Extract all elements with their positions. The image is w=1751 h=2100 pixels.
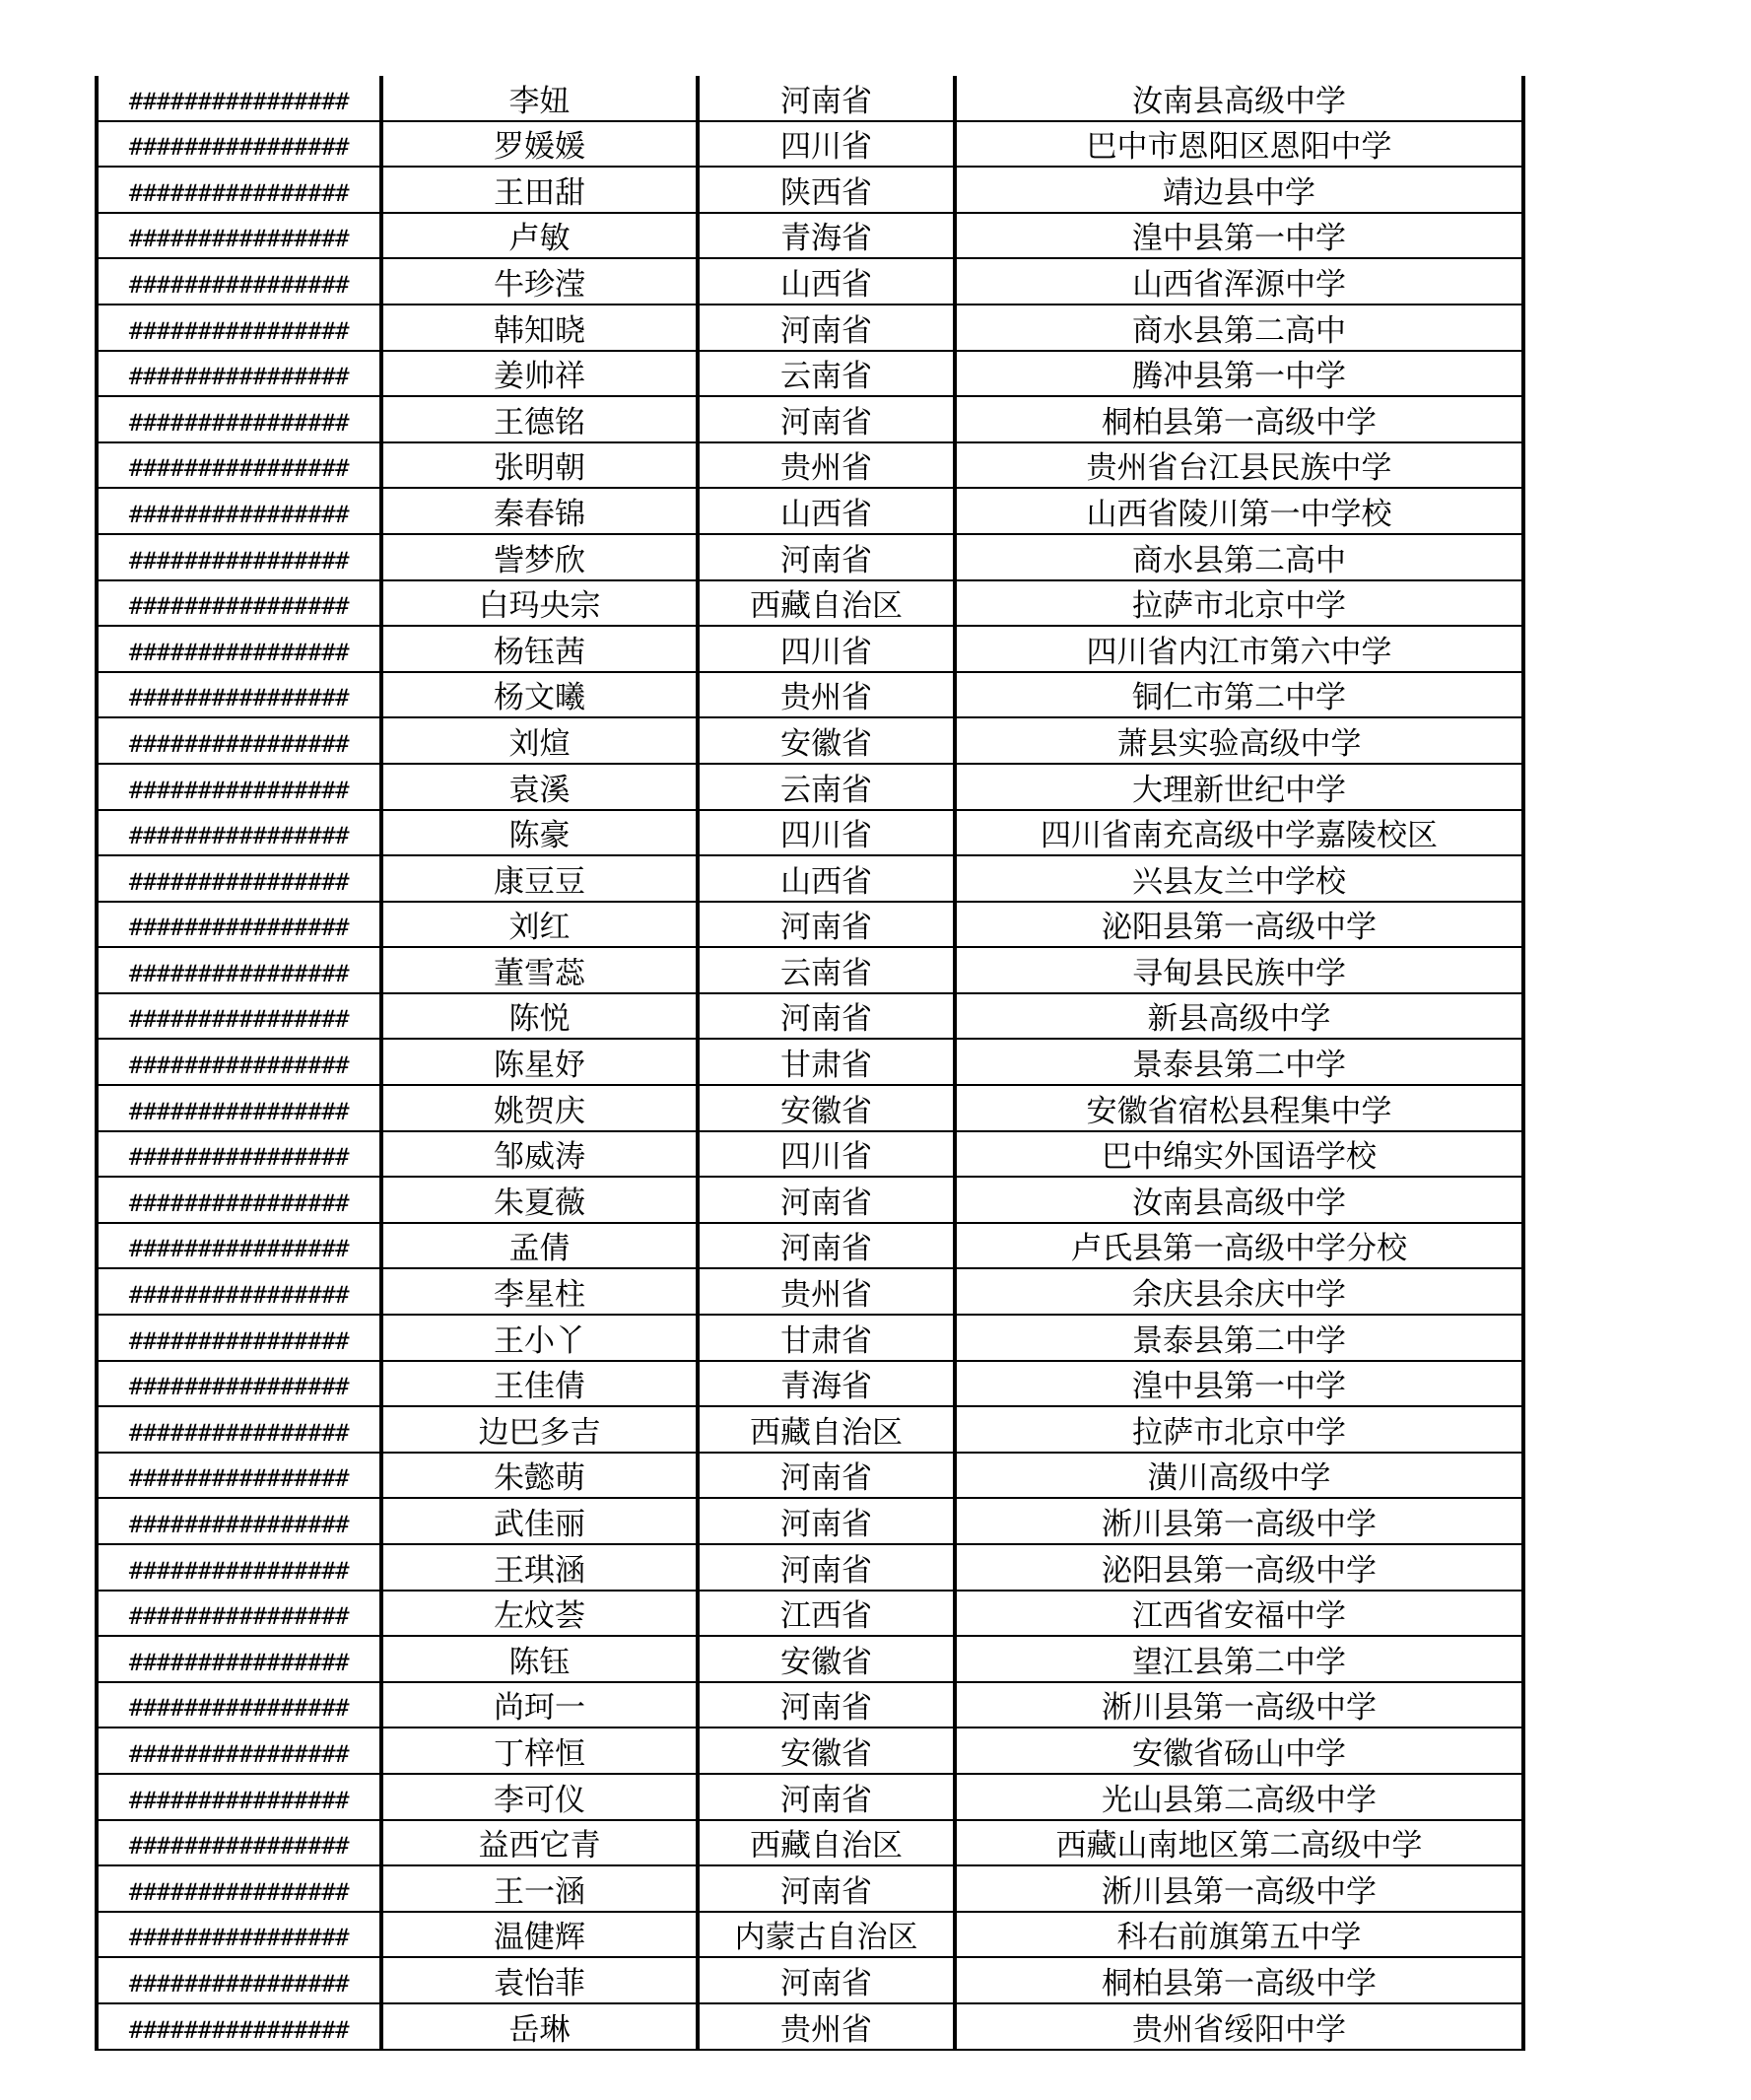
id-cell: ################ bbox=[97, 1085, 381, 1131]
table-row bbox=[97, 76, 1523, 121]
table-row bbox=[97, 810, 1523, 856]
name-cell: 孟倩 bbox=[381, 1223, 698, 1269]
table-row bbox=[97, 1727, 1523, 1774]
id-cell: ################ bbox=[97, 1682, 381, 1728]
table-row bbox=[97, 717, 1523, 764]
school-cell: 贵州省台江县民族中学 bbox=[955, 442, 1523, 489]
province-cell: 河南省 bbox=[698, 305, 955, 351]
name-cell: 董雪蕊 bbox=[381, 947, 698, 993]
school-cell: 湟中县第一中学 bbox=[955, 213, 1523, 259]
province-cell: 西藏自治区 bbox=[698, 1406, 955, 1453]
name-cell: 袁怡菲 bbox=[381, 1957, 698, 2003]
id-cell: ################ bbox=[97, 1406, 381, 1453]
province-cell: 河南省 bbox=[698, 1498, 955, 1544]
id-cell: ################ bbox=[97, 76, 381, 121]
school-cell: 四川省内江市第六中学 bbox=[955, 626, 1523, 672]
table-row bbox=[97, 1039, 1523, 1085]
name-cell: 杨钰茜 bbox=[381, 626, 698, 672]
id-cell: ################ bbox=[97, 305, 381, 351]
name-cell: 卢敏 bbox=[381, 213, 698, 259]
id-cell: ################ bbox=[97, 1636, 381, 1682]
province-cell: 贵州省 bbox=[698, 672, 955, 718]
province-cell: 河南省 bbox=[698, 1865, 955, 1912]
school-cell: 商水县第二高中 bbox=[955, 305, 1523, 351]
table-row bbox=[97, 213, 1523, 259]
name-cell: 岳琳 bbox=[381, 2003, 698, 2050]
province-cell: 青海省 bbox=[698, 213, 955, 259]
school-cell: 四川省南充高级中学嘉陵校区 bbox=[955, 810, 1523, 856]
province-cell: 江西省 bbox=[698, 1591, 955, 1637]
id-cell: ################ bbox=[97, 672, 381, 718]
id-cell: ################ bbox=[97, 626, 381, 672]
name-cell: 陈星妤 bbox=[381, 1039, 698, 1085]
province-cell: 内蒙古自治区 bbox=[698, 1912, 955, 1958]
province-cell: 陕西省 bbox=[698, 167, 955, 213]
school-cell: 靖边县中学 bbox=[955, 167, 1523, 213]
province-cell: 西藏自治区 bbox=[698, 580, 955, 627]
school-cell: 桐柏县第一高级中学 bbox=[955, 396, 1523, 442]
id-cell: ################ bbox=[97, 717, 381, 764]
name-cell: 陈钰 bbox=[381, 1636, 698, 1682]
name-cell: 王一涵 bbox=[381, 1865, 698, 1912]
table-row bbox=[97, 1498, 1523, 1544]
school-cell: 余庆县余庆中学 bbox=[955, 1268, 1523, 1315]
province-cell: 甘肃省 bbox=[698, 1039, 955, 1085]
name-cell: 袁溪 bbox=[381, 764, 698, 810]
table-row bbox=[97, 1912, 1523, 1958]
school-cell: 山西省陵川第一中学校 bbox=[955, 488, 1523, 534]
province-cell: 河南省 bbox=[698, 1177, 955, 1223]
id-cell: ################ bbox=[97, 1591, 381, 1637]
id-cell: ################ bbox=[97, 1361, 381, 1407]
school-cell: 光山县第二高级中学 bbox=[955, 1774, 1523, 1820]
name-cell: 王佳倩 bbox=[381, 1361, 698, 1407]
table-row bbox=[97, 1406, 1523, 1453]
id-cell: ################ bbox=[97, 1498, 381, 1544]
school-cell: 商水县第二高中 bbox=[955, 534, 1523, 580]
table-row bbox=[97, 1453, 1523, 1499]
table-row bbox=[97, 764, 1523, 810]
id-cell: ################ bbox=[97, 1912, 381, 1958]
school-cell: 西藏山南地区第二高级中学 bbox=[955, 1820, 1523, 1866]
province-cell: 四川省 bbox=[698, 810, 955, 856]
province-cell: 河南省 bbox=[698, 1682, 955, 1728]
school-cell: 泌阳县第一高级中学 bbox=[955, 1544, 1523, 1591]
id-cell: ################ bbox=[97, 351, 381, 397]
province-cell: 山西省 bbox=[698, 258, 955, 305]
school-cell: 安徽省宿松县程集中学 bbox=[955, 1085, 1523, 1131]
province-cell: 云南省 bbox=[698, 764, 955, 810]
table-row bbox=[97, 1315, 1523, 1361]
province-cell: 青海省 bbox=[698, 1361, 955, 1407]
school-cell: 大理新世纪中学 bbox=[955, 764, 1523, 810]
province-cell: 四川省 bbox=[698, 1131, 955, 1178]
name-cell: 武佳丽 bbox=[381, 1498, 698, 1544]
student-table bbox=[95, 76, 1525, 2051]
school-cell: 淅川县第一高级中学 bbox=[955, 1865, 1523, 1912]
table-row bbox=[97, 1361, 1523, 1407]
id-cell: ################ bbox=[97, 488, 381, 534]
id-cell: ################ bbox=[97, 1177, 381, 1223]
school-cell: 湟中县第一中学 bbox=[955, 1361, 1523, 1407]
table-row bbox=[97, 1865, 1523, 1912]
name-cell: 尚珂一 bbox=[381, 1682, 698, 1728]
name-cell: 邹威涛 bbox=[381, 1131, 698, 1178]
school-cell: 景泰县第二中学 bbox=[955, 1039, 1523, 1085]
table-row bbox=[97, 488, 1523, 534]
table-row bbox=[97, 121, 1523, 168]
id-cell: ################ bbox=[97, 534, 381, 580]
table-row bbox=[97, 534, 1523, 580]
school-cell: 江西省安福中学 bbox=[955, 1591, 1523, 1637]
name-cell: 李星柱 bbox=[381, 1268, 698, 1315]
table-row bbox=[97, 351, 1523, 397]
table-row bbox=[97, 855, 1523, 902]
id-cell: ################ bbox=[97, 396, 381, 442]
school-cell: 山西省浑源中学 bbox=[955, 258, 1523, 305]
school-cell: 巴中市恩阳区恩阳中学 bbox=[955, 121, 1523, 168]
id-cell: ################ bbox=[97, 1453, 381, 1499]
id-cell: ################ bbox=[97, 1315, 381, 1361]
table-row bbox=[97, 1957, 1523, 2003]
id-cell: ################ bbox=[97, 1268, 381, 1315]
province-cell: 安徽省 bbox=[698, 1727, 955, 1774]
table-row bbox=[97, 1085, 1523, 1131]
name-cell: 訾梦欣 bbox=[381, 534, 698, 580]
id-cell: ################ bbox=[97, 2003, 381, 2050]
school-cell: 安徽省砀山中学 bbox=[955, 1727, 1523, 1774]
province-cell: 河南省 bbox=[698, 1453, 955, 1499]
school-cell: 淅川县第一高级中学 bbox=[955, 1498, 1523, 1544]
name-cell: 王小丫 bbox=[381, 1315, 698, 1361]
province-cell: 河南省 bbox=[698, 396, 955, 442]
province-cell: 西藏自治区 bbox=[698, 1820, 955, 1866]
school-cell: 拉萨市北京中学 bbox=[955, 1406, 1523, 1453]
table-row bbox=[97, 672, 1523, 718]
name-cell: 刘煊 bbox=[381, 717, 698, 764]
name-cell: 秦春锦 bbox=[381, 488, 698, 534]
province-cell: 河南省 bbox=[698, 1957, 955, 2003]
province-cell: 贵州省 bbox=[698, 1268, 955, 1315]
name-cell: 康豆豆 bbox=[381, 855, 698, 902]
school-cell: 潢川高级中学 bbox=[955, 1453, 1523, 1499]
id-cell: ################ bbox=[97, 580, 381, 627]
province-cell: 安徽省 bbox=[698, 1636, 955, 1682]
province-cell: 山西省 bbox=[698, 855, 955, 902]
id-cell: ################ bbox=[97, 993, 381, 1040]
name-cell: 韩知晓 bbox=[381, 305, 698, 351]
name-cell: 牛珍滢 bbox=[381, 258, 698, 305]
id-cell: ################ bbox=[97, 1727, 381, 1774]
province-cell: 甘肃省 bbox=[698, 1315, 955, 1361]
id-cell: ################ bbox=[97, 855, 381, 902]
province-cell: 河南省 bbox=[698, 534, 955, 580]
name-cell: 姚贺庆 bbox=[381, 1085, 698, 1131]
province-cell: 河南省 bbox=[698, 1223, 955, 1269]
province-cell: 云南省 bbox=[698, 947, 955, 993]
province-cell: 安徽省 bbox=[698, 717, 955, 764]
id-cell: ################ bbox=[97, 902, 381, 948]
school-cell: 科右前旗第五中学 bbox=[955, 1912, 1523, 1958]
table-row bbox=[97, 1682, 1523, 1728]
id-cell: ################ bbox=[97, 810, 381, 856]
name-cell: 杨文曦 bbox=[381, 672, 698, 718]
table-row bbox=[97, 258, 1523, 305]
id-cell: ################ bbox=[97, 121, 381, 168]
id-cell: ################ bbox=[97, 1957, 381, 2003]
school-cell: 泌阳县第一高级中学 bbox=[955, 902, 1523, 948]
school-cell: 贵州省绥阳中学 bbox=[955, 2003, 1523, 2050]
table-row bbox=[97, 2003, 1523, 2050]
table-row bbox=[97, 167, 1523, 213]
name-cell: 刘红 bbox=[381, 902, 698, 948]
school-cell: 景泰县第二中学 bbox=[955, 1315, 1523, 1361]
id-cell: ################ bbox=[97, 1774, 381, 1820]
school-cell: 桐柏县第一高级中学 bbox=[955, 1957, 1523, 2003]
province-cell: 河南省 bbox=[698, 902, 955, 948]
table-row bbox=[97, 1591, 1523, 1637]
table-row bbox=[97, 1774, 1523, 1820]
province-cell: 云南省 bbox=[698, 351, 955, 397]
name-cell: 朱懿萌 bbox=[381, 1453, 698, 1499]
name-cell: 益西它青 bbox=[381, 1820, 698, 1866]
school-cell: 拉萨市北京中学 bbox=[955, 580, 1523, 627]
table-row bbox=[97, 1820, 1523, 1866]
name-cell: 张明朝 bbox=[381, 442, 698, 489]
id-cell: ################ bbox=[97, 1865, 381, 1912]
province-cell: 河南省 bbox=[698, 76, 955, 121]
table-row bbox=[97, 396, 1523, 442]
name-cell: 王德铭 bbox=[381, 396, 698, 442]
id-cell: ################ bbox=[97, 947, 381, 993]
name-cell: 李可仪 bbox=[381, 1774, 698, 1820]
province-cell: 安徽省 bbox=[698, 1085, 955, 1131]
name-cell: 李妞 bbox=[381, 76, 698, 121]
name-cell: 王田甜 bbox=[381, 167, 698, 213]
school-cell: 巴中绵实外国语学校 bbox=[955, 1131, 1523, 1178]
province-cell: 河南省 bbox=[698, 993, 955, 1040]
province-cell: 河南省 bbox=[698, 1544, 955, 1591]
name-cell: 左炆荟 bbox=[381, 1591, 698, 1637]
table-row bbox=[97, 993, 1523, 1040]
id-cell: ################ bbox=[97, 1131, 381, 1178]
school-cell: 萧县实验高级中学 bbox=[955, 717, 1523, 764]
school-cell: 汝南县高级中学 bbox=[955, 76, 1523, 121]
table-row bbox=[97, 1223, 1523, 1269]
school-cell: 寻甸县民族中学 bbox=[955, 947, 1523, 993]
province-cell: 河南省 bbox=[698, 1774, 955, 1820]
school-cell: 铜仁市第二中学 bbox=[955, 672, 1523, 718]
table-body bbox=[97, 76, 1523, 2050]
school-cell: 淅川县第一高级中学 bbox=[955, 1682, 1523, 1728]
table-row bbox=[97, 442, 1523, 489]
province-cell: 四川省 bbox=[698, 626, 955, 672]
name-cell: 白玛央宗 bbox=[381, 580, 698, 627]
province-cell: 贵州省 bbox=[698, 2003, 955, 2050]
school-cell: 腾冲县第一中学 bbox=[955, 351, 1523, 397]
name-cell: 温健辉 bbox=[381, 1912, 698, 1958]
province-cell: 山西省 bbox=[698, 488, 955, 534]
name-cell: 边巴多吉 bbox=[381, 1406, 698, 1453]
table-row bbox=[97, 305, 1523, 351]
school-cell: 望江县第二中学 bbox=[955, 1636, 1523, 1682]
table-row bbox=[97, 1131, 1523, 1178]
school-cell: 新县高级中学 bbox=[955, 993, 1523, 1040]
province-cell: 四川省 bbox=[698, 121, 955, 168]
province-cell: 贵州省 bbox=[698, 442, 955, 489]
name-cell: 王琪涵 bbox=[381, 1544, 698, 1591]
school-cell: 汝南县高级中学 bbox=[955, 1177, 1523, 1223]
school-cell: 卢氏县第一高级中学分校 bbox=[955, 1223, 1523, 1269]
table-row bbox=[97, 1636, 1523, 1682]
table-row bbox=[97, 947, 1523, 993]
name-cell: 朱夏薇 bbox=[381, 1177, 698, 1223]
id-cell: ################ bbox=[97, 1223, 381, 1269]
id-cell: ################ bbox=[97, 167, 381, 213]
table-row bbox=[97, 626, 1523, 672]
id-cell: ################ bbox=[97, 258, 381, 305]
id-cell: ################ bbox=[97, 213, 381, 259]
name-cell: 陈悦 bbox=[381, 993, 698, 1040]
table-row bbox=[97, 902, 1523, 948]
id-cell: ################ bbox=[97, 1039, 381, 1085]
name-cell: 陈豪 bbox=[381, 810, 698, 856]
id-cell: ################ bbox=[97, 764, 381, 810]
id-cell: ################ bbox=[97, 1544, 381, 1591]
name-cell: 姜帅祥 bbox=[381, 351, 698, 397]
school-cell: 兴县友兰中学校 bbox=[955, 855, 1523, 902]
table-row bbox=[97, 580, 1523, 627]
table-row bbox=[97, 1268, 1523, 1315]
table-row bbox=[97, 1544, 1523, 1591]
name-cell: 丁梓恒 bbox=[381, 1727, 698, 1774]
id-cell: ################ bbox=[97, 1820, 381, 1866]
name-cell: 罗媛媛 bbox=[381, 121, 698, 168]
id-cell: ################ bbox=[97, 442, 381, 489]
table-row bbox=[97, 1177, 1523, 1223]
